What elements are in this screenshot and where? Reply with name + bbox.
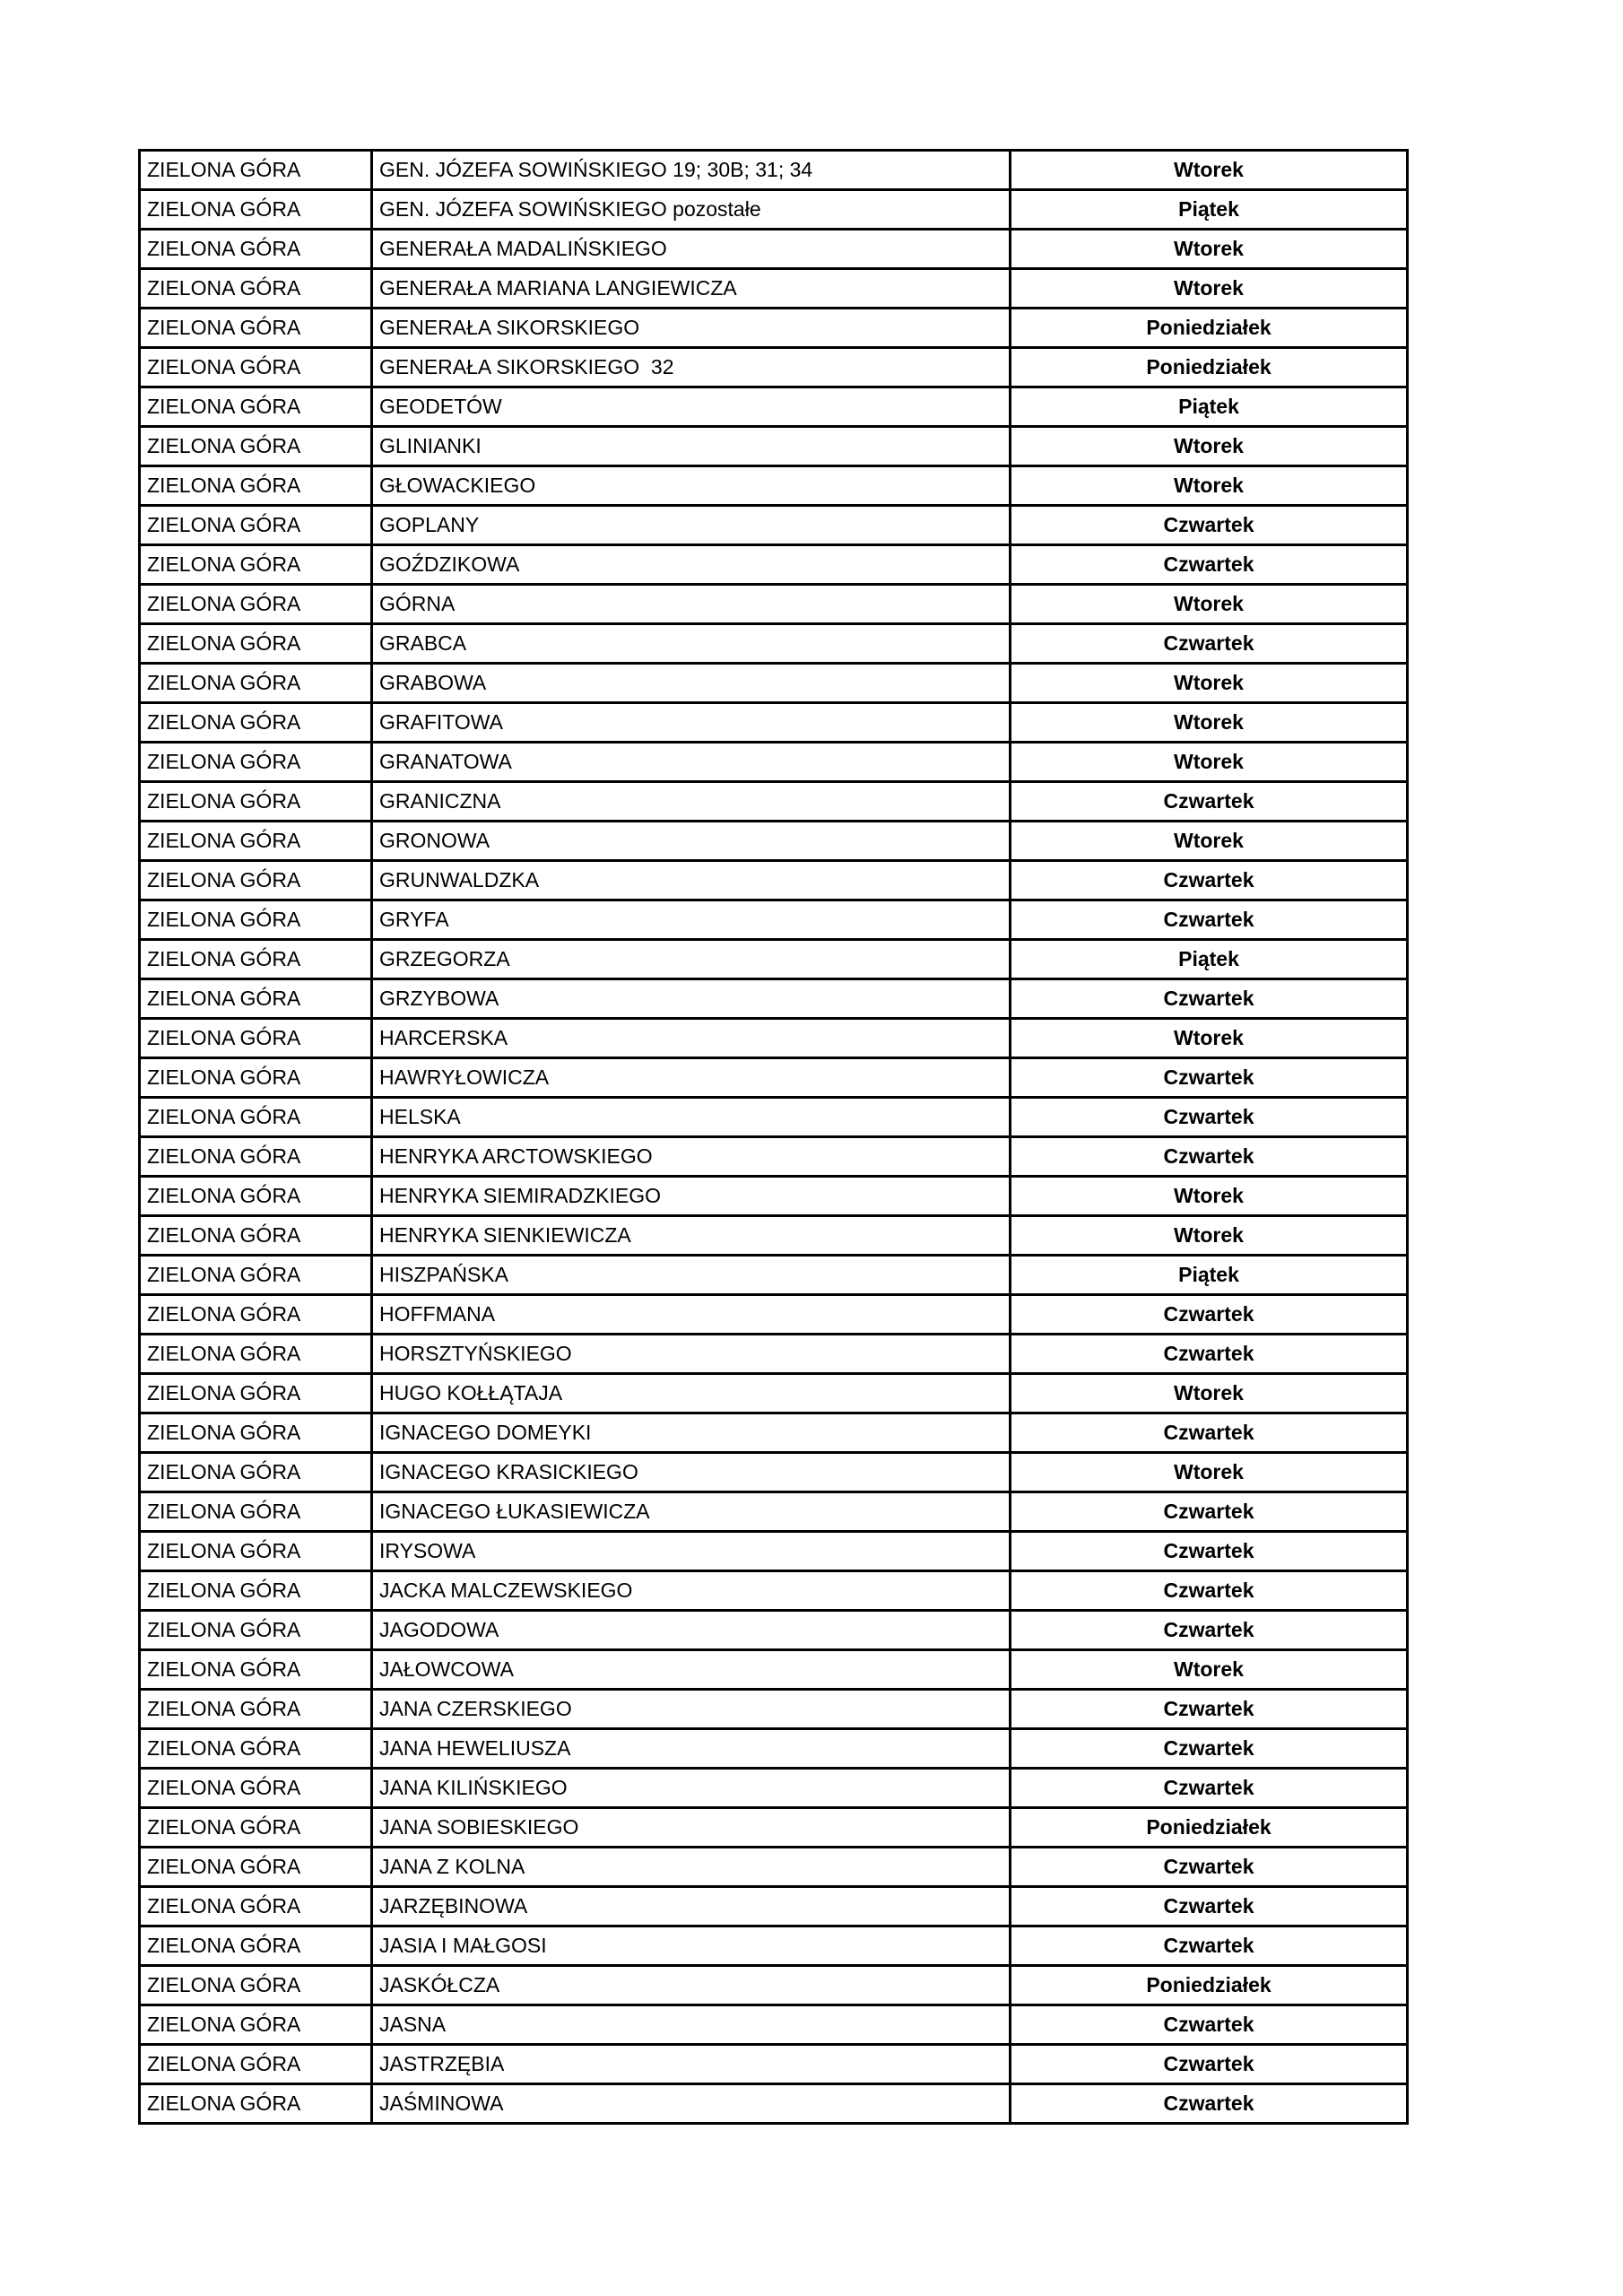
day-cell: Czwartek [1011, 1295, 1408, 1335]
city-cell: ZIELONA GÓRA [140, 782, 372, 822]
city-cell: ZIELONA GÓRA [140, 2045, 372, 2084]
schedule-table [138, 149, 1409, 2125]
city-cell: ZIELONA GÓRA [140, 900, 372, 940]
day-cell: Wtorek [1011, 151, 1408, 190]
table-row [140, 151, 1408, 190]
day-cell: Czwartek [1011, 1729, 1408, 1769]
street-cell: HENRYKA ARCTOWSKIEGO [372, 1137, 1011, 1177]
city-cell: ZIELONA GÓRA [140, 1295, 372, 1335]
street-cell: HOFFMANA [372, 1295, 1011, 1335]
street-cell: GÓRNA [372, 585, 1011, 624]
table-row [140, 1256, 1408, 1295]
city-cell: ZIELONA GÓRA [140, 585, 372, 624]
street-cell: GRUNWALDZKA [372, 861, 1011, 900]
city-cell: ZIELONA GÓRA [140, 387, 372, 427]
table-row [140, 2084, 1408, 2124]
day-cell: Wtorek [1011, 664, 1408, 703]
street-cell: JAŁOWCOWA [372, 1650, 1011, 1690]
city-cell: ZIELONA GÓRA [140, 861, 372, 900]
table-row [140, 624, 1408, 664]
day-cell: Wtorek [1011, 1374, 1408, 1413]
day-cell: Wtorek [1011, 743, 1408, 782]
street-cell: GRABOWA [372, 664, 1011, 703]
street-cell: GENERAŁA SIKORSKIEGO 32 [372, 348, 1011, 387]
day-cell: Czwartek [1011, 900, 1408, 940]
day-cell: Wtorek [1011, 703, 1408, 743]
street-cell: JANA KILIŃSKIEGO [372, 1769, 1011, 1808]
street-cell: GLINIANKI [372, 427, 1011, 466]
table-row [140, 506, 1408, 545]
table-row [140, 1650, 1408, 1690]
day-cell: Czwartek [1011, 1769, 1408, 1808]
city-cell: ZIELONA GÓRA [140, 151, 372, 190]
day-cell: Wtorek [1011, 585, 1408, 624]
table-row [140, 2005, 1408, 2045]
day-cell: Czwartek [1011, 782, 1408, 822]
day-cell: Poniedziałek [1011, 309, 1408, 348]
table-row [140, 1769, 1408, 1808]
schedule-table-body [140, 151, 1408, 2124]
street-cell: IRYSOWA [372, 1532, 1011, 1571]
day-cell: Czwartek [1011, 1848, 1408, 1887]
day-cell: Czwartek [1011, 1335, 1408, 1374]
street-cell: JAGODOWA [372, 1611, 1011, 1650]
table-row [140, 427, 1408, 466]
day-cell: Czwartek [1011, 979, 1408, 1019]
city-cell: ZIELONA GÓRA [140, 1374, 372, 1413]
city-cell: ZIELONA GÓRA [140, 1848, 372, 1887]
city-cell: ZIELONA GÓRA [140, 1453, 372, 1492]
day-cell: Wtorek [1011, 1019, 1408, 1058]
street-cell: HENRYKA SIEMIRADZKIEGO [372, 1177, 1011, 1216]
city-cell: ZIELONA GÓRA [140, 230, 372, 269]
table-row [140, 1808, 1408, 1848]
day-cell: Wtorek [1011, 427, 1408, 466]
city-cell: ZIELONA GÓRA [140, 1887, 372, 1926]
city-cell: ZIELONA GÓRA [140, 624, 372, 664]
table-row [140, 309, 1408, 348]
city-cell: ZIELONA GÓRA [140, 466, 372, 506]
day-cell: Czwartek [1011, 2084, 1408, 2124]
city-cell: ZIELONA GÓRA [140, 703, 372, 743]
table-row [140, 1295, 1408, 1335]
table-row [140, 979, 1408, 1019]
street-cell: IGNACEGO DOMEYKI [372, 1413, 1011, 1453]
street-cell: HISZPAŃSKA [372, 1256, 1011, 1295]
table-row [140, 782, 1408, 822]
table-row [140, 1374, 1408, 1413]
city-cell: ZIELONA GÓRA [140, 1058, 372, 1098]
street-cell: GOŹDZIKOWA [372, 545, 1011, 585]
street-cell: IGNACEGO KRASICKIEGO [372, 1453, 1011, 1492]
table-row [140, 1571, 1408, 1611]
street-cell: GOPLANY [372, 506, 1011, 545]
city-cell: ZIELONA GÓRA [140, 1966, 372, 2005]
street-cell: JACKA MALCZEWSKIEGO [372, 1571, 1011, 1611]
city-cell: ZIELONA GÓRA [140, 2084, 372, 2124]
city-cell: ZIELONA GÓRA [140, 506, 372, 545]
street-cell: HORSZTYŃSKIEGO [372, 1335, 1011, 1374]
day-cell: Poniedziałek [1011, 1966, 1408, 2005]
street-cell: JAŚMINOWA [372, 2084, 1011, 2124]
city-cell: ZIELONA GÓRA [140, 1571, 372, 1611]
day-cell: Poniedziałek [1011, 348, 1408, 387]
table-row [140, 664, 1408, 703]
day-cell: Czwartek [1011, 624, 1408, 664]
street-cell: GENERAŁA MARIANA LANGIEWICZA [372, 269, 1011, 309]
table-row [140, 1177, 1408, 1216]
day-cell: Wtorek [1011, 1177, 1408, 1216]
city-cell: ZIELONA GÓRA [140, 427, 372, 466]
day-cell: Czwartek [1011, 1137, 1408, 1177]
street-cell: HARCERSKA [372, 1019, 1011, 1058]
city-cell: ZIELONA GÓRA [140, 1492, 372, 1532]
city-cell: ZIELONA GÓRA [140, 1098, 372, 1137]
day-cell: Wtorek [1011, 269, 1408, 309]
table-row [140, 1413, 1408, 1453]
day-cell: Wtorek [1011, 230, 1408, 269]
city-cell: ZIELONA GÓRA [140, 1611, 372, 1650]
street-cell: JANA Z KOLNA [372, 1848, 1011, 1887]
city-cell: ZIELONA GÓRA [140, 1137, 372, 1177]
day-cell: Czwartek [1011, 1413, 1408, 1453]
street-cell: HUGO KOŁŁĄTAJA [372, 1374, 1011, 1413]
street-cell: GRZEGORZA [372, 940, 1011, 979]
day-cell: Czwartek [1011, 2045, 1408, 2084]
street-cell: HAWRYŁOWICZA [372, 1058, 1011, 1098]
street-cell: IGNACEGO ŁUKASIEWICZA [372, 1492, 1011, 1532]
street-cell: GRANATOWA [372, 743, 1011, 782]
city-cell: ZIELONA GÓRA [140, 309, 372, 348]
city-cell: ZIELONA GÓRA [140, 1926, 372, 1966]
day-cell: Wtorek [1011, 466, 1408, 506]
table-row [140, 545, 1408, 585]
table-row [140, 940, 1408, 979]
day-cell: Czwartek [1011, 1571, 1408, 1611]
day-cell: Poniedziałek [1011, 1808, 1408, 1848]
street-cell: GRAFITOWA [372, 703, 1011, 743]
day-cell: Czwartek [1011, 1926, 1408, 1966]
table-row [140, 1019, 1408, 1058]
city-cell: ZIELONA GÓRA [140, 1729, 372, 1769]
day-cell: Czwartek [1011, 1611, 1408, 1650]
day-cell: Wtorek [1011, 822, 1408, 861]
table-row [140, 1216, 1408, 1256]
street-cell: JASIA I MAŁGOSI [372, 1926, 1011, 1966]
day-cell: Czwartek [1011, 1532, 1408, 1571]
city-cell: ZIELONA GÓRA [140, 979, 372, 1019]
street-cell: HENRYKA SIENKIEWICZA [372, 1216, 1011, 1256]
table-row [140, 387, 1408, 427]
street-cell: GŁOWACKIEGO [372, 466, 1011, 506]
street-cell: GRANICZNA [372, 782, 1011, 822]
street-cell: JARZĘBINOWA [372, 1887, 1011, 1926]
city-cell: ZIELONA GÓRA [140, 1413, 372, 1453]
table-row [140, 1848, 1408, 1887]
city-cell: ZIELONA GÓRA [140, 1335, 372, 1374]
table-row [140, 1611, 1408, 1650]
street-cell: JASNA [372, 2005, 1011, 2045]
city-cell: ZIELONA GÓRA [140, 1019, 372, 1058]
street-cell: JANA CZERSKIEGO [372, 1690, 1011, 1729]
table-row [140, 585, 1408, 624]
street-cell: GEN. JÓZEFA SOWIŃSKIEGO 19; 30B; 31; 34 [372, 151, 1011, 190]
day-cell: Czwartek [1011, 506, 1408, 545]
city-cell: ZIELONA GÓRA [140, 348, 372, 387]
day-cell: Czwartek [1011, 2005, 1408, 2045]
city-cell: ZIELONA GÓRA [140, 1808, 372, 1848]
table-row [140, 1492, 1408, 1532]
city-cell: ZIELONA GÓRA [140, 1216, 372, 1256]
day-cell: Czwartek [1011, 1690, 1408, 1729]
city-cell: ZIELONA GÓRA [140, 1650, 372, 1690]
table-row [140, 743, 1408, 782]
day-cell: Piątek [1011, 387, 1408, 427]
street-cell: GEN. JÓZEFA SOWIŃSKIEGO pozostałe [372, 190, 1011, 230]
table-row [140, 1098, 1408, 1137]
city-cell: ZIELONA GÓRA [140, 822, 372, 861]
table-row [140, 703, 1408, 743]
street-cell: JANA HEWELIUSZA [372, 1729, 1011, 1769]
street-cell: GEODETÓW [372, 387, 1011, 427]
day-cell: Czwartek [1011, 1492, 1408, 1532]
table-row [140, 2045, 1408, 2084]
city-cell: ZIELONA GÓRA [140, 1532, 372, 1571]
day-cell: Wtorek [1011, 1650, 1408, 1690]
street-cell: HELSKA [372, 1098, 1011, 1137]
table-row [140, 861, 1408, 900]
city-cell: ZIELONA GÓRA [140, 190, 372, 230]
street-cell: JASKÓŁCZA [372, 1966, 1011, 2005]
table-row [140, 1966, 1408, 2005]
city-cell: ZIELONA GÓRA [140, 1256, 372, 1295]
street-cell: JANA SOBIESKIEGO [372, 1808, 1011, 1848]
table-row [140, 1690, 1408, 1729]
schedule-table-container [138, 149, 1409, 2125]
day-cell: Czwartek [1011, 1098, 1408, 1137]
table-row [140, 1058, 1408, 1098]
city-cell: ZIELONA GÓRA [140, 269, 372, 309]
day-cell: Czwartek [1011, 545, 1408, 585]
day-cell: Piątek [1011, 1256, 1408, 1295]
table-row [140, 1887, 1408, 1926]
city-cell: ZIELONA GÓRA [140, 940, 372, 979]
city-cell: ZIELONA GÓRA [140, 743, 372, 782]
table-row [140, 1532, 1408, 1571]
street-cell: GENERAŁA MADALIŃSKIEGO [372, 230, 1011, 269]
street-cell: GRZYBOWA [372, 979, 1011, 1019]
street-cell: JASTRZĘBIA [372, 2045, 1011, 2084]
city-cell: ZIELONA GÓRA [140, 2005, 372, 2045]
table-row [140, 1453, 1408, 1492]
city-cell: ZIELONA GÓRA [140, 1769, 372, 1808]
day-cell: Czwartek [1011, 1887, 1408, 1926]
table-row [140, 348, 1408, 387]
table-row [140, 822, 1408, 861]
day-cell: Piątek [1011, 940, 1408, 979]
street-cell: GRONOWA [372, 822, 1011, 861]
table-row [140, 1137, 1408, 1177]
street-cell: GENERAŁA SIKORSKIEGO [372, 309, 1011, 348]
day-cell: Czwartek [1011, 861, 1408, 900]
day-cell: Piątek [1011, 190, 1408, 230]
table-row [140, 1335, 1408, 1374]
day-cell: Czwartek [1011, 1058, 1408, 1098]
table-row [140, 466, 1408, 506]
table-row [140, 269, 1408, 309]
day-cell: Wtorek [1011, 1453, 1408, 1492]
city-cell: ZIELONA GÓRA [140, 1690, 372, 1729]
table-row [140, 1926, 1408, 1966]
city-cell: ZIELONA GÓRA [140, 664, 372, 703]
city-cell: ZIELONA GÓRA [140, 545, 372, 585]
day-cell: Wtorek [1011, 1216, 1408, 1256]
table-row [140, 900, 1408, 940]
city-cell: ZIELONA GÓRA [140, 1177, 372, 1216]
street-cell: GRYFA [372, 900, 1011, 940]
table-row [140, 1729, 1408, 1769]
table-row [140, 230, 1408, 269]
street-cell: GRABCA [372, 624, 1011, 664]
table-row [140, 190, 1408, 230]
